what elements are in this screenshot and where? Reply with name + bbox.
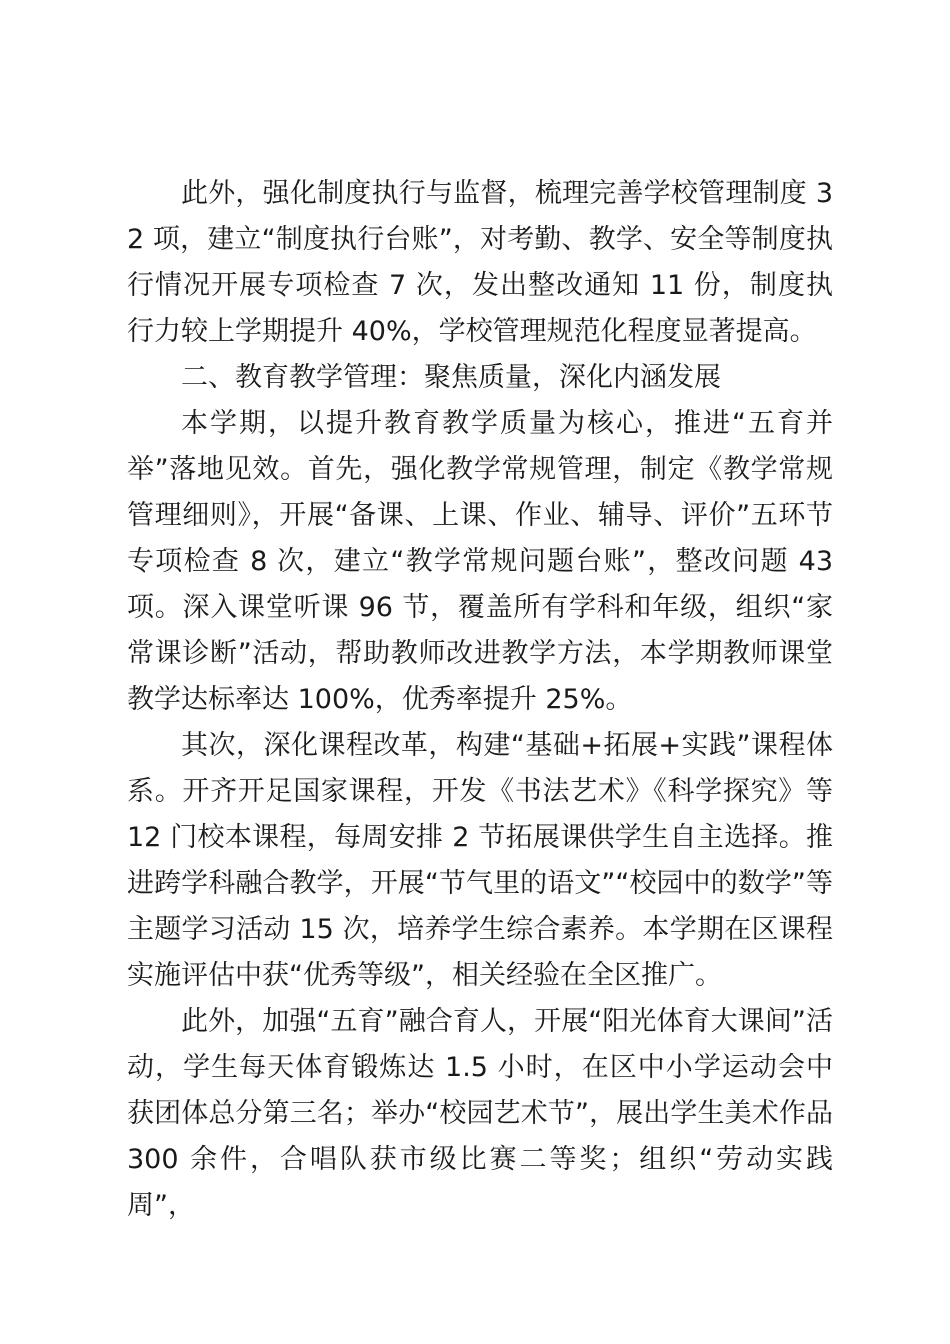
paragraph-curriculum-reform: 其次，深化课程改革，构建“基础+拓展+实践”课程体系。开齐开足国家课程，开发《书法艺术》《科学探究》等 12 门校本课程，每周安排 2 节拓展课供学生自主选择。推进跨学科融合教学，开展“节气里的语文”“校园中的数学”等主题学习活动 15 次，培养学生综合素养。本学期在区课程实施评估中获“优秀等级”，相关经验在全区推广。 [127, 730, 833, 991]
paragraph-teaching-routine: 本学期，以提升教育教学质量为核心，推进“五育并举”落地见效。首先，强化教学常规管理，制定《教学常规管理细则》，开展“备课、上课、作业、辅导、评价”五环节专项检查 8 次，建立“教学常规问题台账”，整改问题 43 项。深入课堂听课 96 节，覆盖所有学科和年级，组织“家常课诊断”活动，帮助教师改进教学方法，本学期教师课堂教学达标率达 100%，优秀率提升 25%。 [127, 408, 833, 715]
paragraph-institution-supervision: 此外，强化制度执行与监督，梳理完善学校管理制度 32 项，建立“制度执行台账”，对考勤、教学、安全等制度执行情况开展专项检查 7 次，发出整改通知 11 份，制度执行力较上学期提升 40%，学校管理规范化程度显著提高。 [127, 178, 833, 347]
document-body [127, 171, 833, 1229]
paragraph-five-education: 此外，加强“五育”融合育人，开展“阳光体育大课间”活动，学生每天体育锻炼达 1.5 小时，在区中小学运动会中获团体总分第三名；举办“校园艺术节”，展出学生美术作品 300 余件，合唱队获市级比赛二等奖；组织“劳动实践周”， [127, 1006, 833, 1221]
section-heading-teaching-management: 二、教育教学管理：聚焦质量，深化内涵发展 [181, 362, 721, 393]
